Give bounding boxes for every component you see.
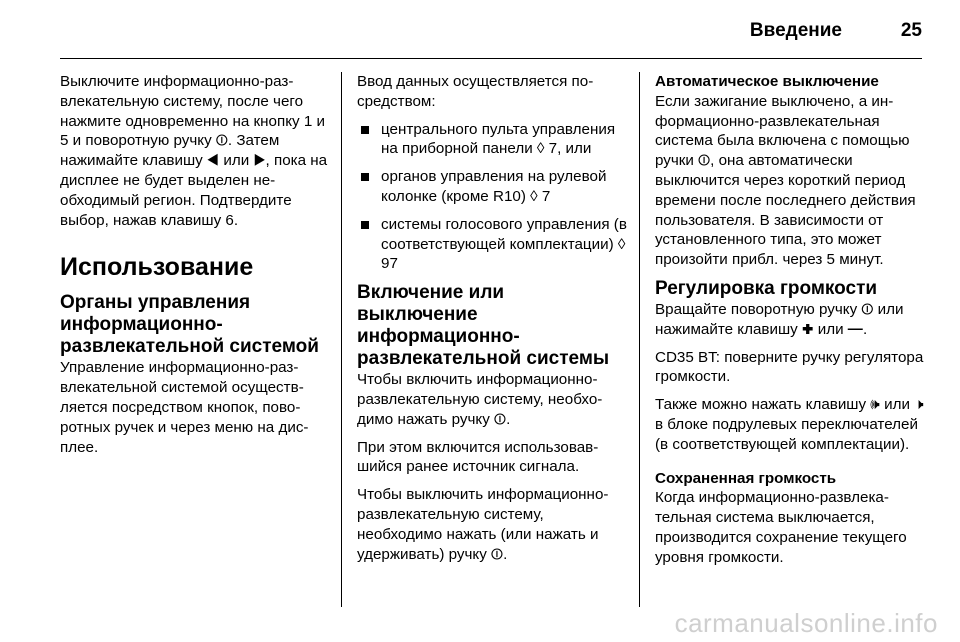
list-item: системы голосового управления (в соответствующей комплектации) ◊ 97 (357, 215, 629, 274)
column-left (60, 72, 330, 465)
watermark: carmanualsonline.info (674, 608, 938, 638)
header-divider (60, 58, 922, 59)
paragraph-volume-knob: Вращайте поворотную ручку ⏼ или нажимайте клавишу ✚ или ━. (655, 300, 904, 338)
paragraph-volume-cd35: CD35 BT: поверните ручку регулятора громкости. (655, 348, 924, 386)
paragraph-region-setup: Выключите информационно-развлекательную систему, после чего нажмите одновременно на кнопку 1 и 5 и поворотную ручку ⏼. Затем нажимайте клавишу ◀ или ▶, пока на дисплее не будет выделен необходимый регион. Подтвердите выбор, нажав клавишу 6. (60, 73, 328, 229)
paragraph-controls: Управление информационно-развлекательной системой осуществляется посредством кнопок, поворотных ручек и через меню на дисплее. (60, 359, 309, 456)
page-header (60, 0, 922, 60)
column-middle (357, 72, 629, 572)
subheading-auto-off: Автоматическое выключение (655, 73, 879, 90)
list-item: центрального пульта управления на приборной панели ◊ 7, или (357, 120, 629, 160)
column-right (655, 72, 925, 576)
paragraph-input-intro: Ввод данных осуществляется посредством: (357, 73, 594, 110)
paragraph-saved-volume: Когда информационно-развлекательная система выключается, производится сохранение текущего уровня громкости. (655, 489, 907, 566)
paragraph-power-on: Чтобы включить информационно-развлекательную систему, необходимо нажать ручку ⏼. (357, 371, 603, 428)
column-divider-2 (639, 72, 640, 607)
page-title: Введение (749, 20, 842, 41)
subheading-volume: Регулировка громкости (655, 277, 878, 299)
paragraph-volume-steering: Также можно нажать клавишу 🕪 или 🕨 в блоке подрулевых переключателей (в соответствующей комплектации). (655, 396, 924, 453)
bullet-square-icon (361, 173, 369, 181)
page-number: 25 (900, 20, 922, 41)
section-heading-usage: Использование (60, 253, 254, 282)
bullet-square-icon (361, 221, 369, 229)
bullet-square-icon (361, 126, 369, 134)
column-divider-1 (341, 72, 342, 607)
paragraph-auto-off: Если зажигание выключено, а информационно-развлекательная система была включена с помощью ручки ⏼, она автоматически выключится через короткий период времени после последнего действия пользователя. В зависимости от установленного типа, это может произойти прибл. через 5 минут. (655, 92, 916, 269)
subheading-controls: Органы управления информационно-развлекательной системой (60, 292, 319, 358)
subheading-saved-volume: Сохраненная громкость (655, 469, 837, 487)
subheading-power: Включение или выключение информационно-развлекательной системы (357, 282, 610, 370)
paragraph-last-source: При этом включится использовавшийся ранее источник сигнала. (357, 438, 599, 476)
list-item: органов управления на рулевой колонке (кроме R10) ◊ 7 (357, 167, 629, 207)
paragraph-power-off: Чтобы выключить информационно-развлекательную систему, необходимо нажать (или нажать и удерживать) ручку ⏼. (357, 486, 609, 563)
input-methods-list (357, 120, 629, 275)
